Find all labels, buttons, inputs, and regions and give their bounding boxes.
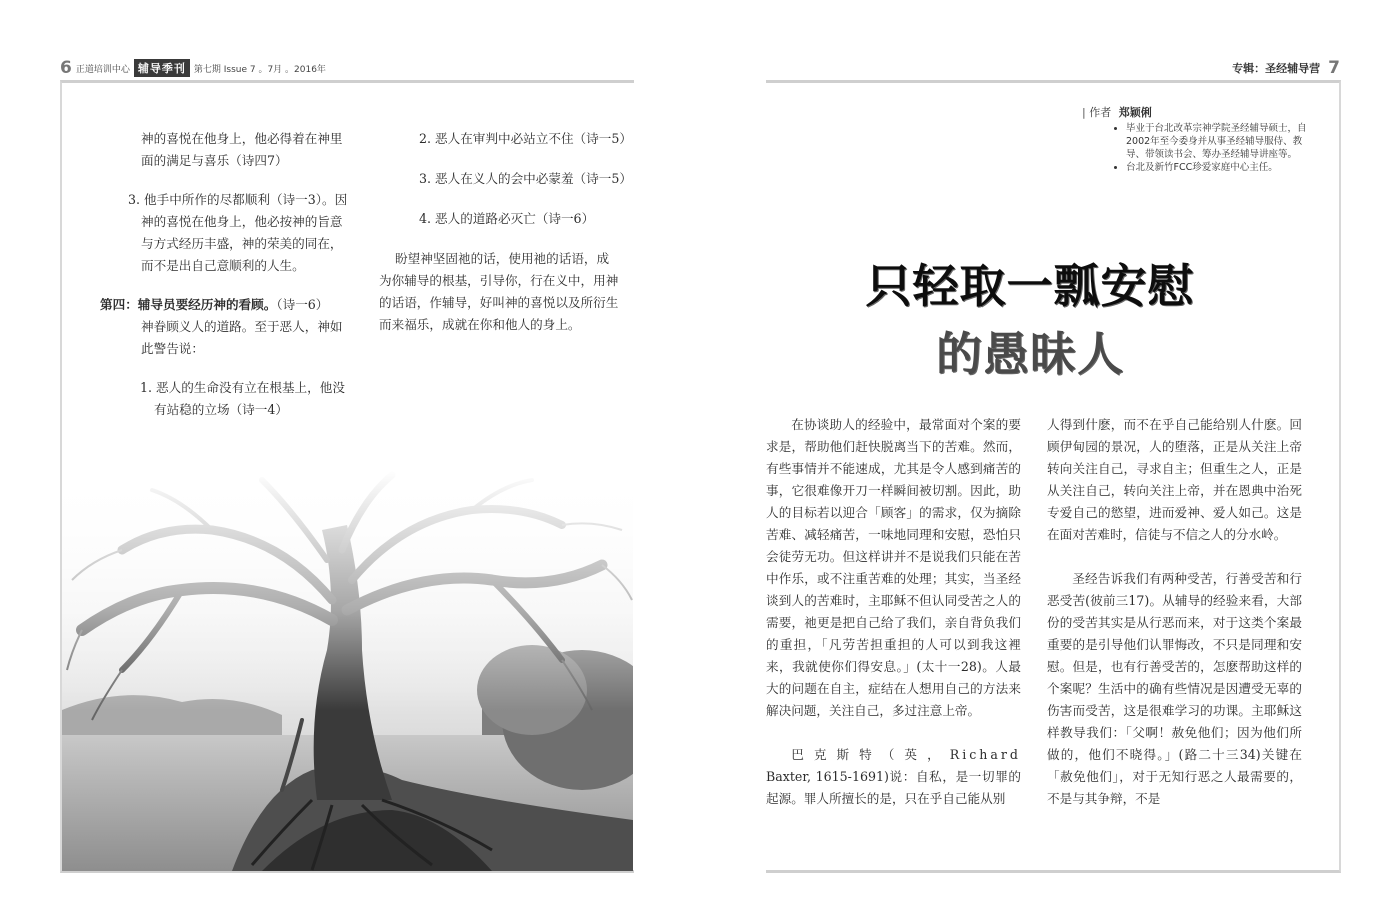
point-label: 第四： <box>100 297 138 312</box>
paragraph: 人得到什麽，而不在乎自己能给别人什麽。回顾伊甸园的景况，人的堕落，正是从关注上帝转向关注自己，寻求自主；但重生之人，正是从关注自己，转向关注上帝，并在恩典中治死专爱自己的慾望，进而爱神、爱人如己。这是在面对苦难时，信徒与不信之人的分水岭。 <box>1047 417 1302 542</box>
list-item-2: 2. 恶人在审判中必站立不住（诗一5） <box>419 131 632 146</box>
text-line: 神的喜悦在他身上，他必得着在神里 <box>141 131 343 146</box>
issue-info: 第七期 Issue 7 。7月 。2016年 <box>193 64 326 75</box>
tree-photo <box>62 470 633 871</box>
author-label: 作者 <box>1089 106 1112 119</box>
text-line: 有站稳的立场（诗一4） <box>154 402 288 417</box>
section-title: 专辑：圣经辅导营 <box>1232 62 1321 75</box>
text-line: 为你辅导的根基，引导你，行在义中，用神 <box>379 273 619 288</box>
title-line-2: 的愚昧人 <box>936 327 1124 381</box>
left-column-1 <box>100 128 370 421</box>
article-title <box>800 250 1260 384</box>
org-name: 正道培训中心 <box>75 64 130 75</box>
list-item-3: 3. 他手中所作的尽都顺利（诗一3）。因 <box>128 192 348 207</box>
text-line: 与方式经历丰盛，神的荣美的同在， <box>141 236 343 251</box>
point-reference: （诗一6） <box>276 297 329 312</box>
author-block <box>1082 106 1307 174</box>
right-column-2 <box>1047 414 1302 810</box>
left-page-header <box>60 58 326 78</box>
text-line: 而来福乐，成就在你和他人的身上。 <box>379 317 581 332</box>
point-bold-text: 辅导员要经历神的看顾。 <box>137 297 277 312</box>
paragraph-start: 巴克斯特（英，Richard <box>791 747 1021 762</box>
page-number-right: 7 <box>1328 58 1340 78</box>
right-column-1 <box>766 414 1021 810</box>
text-line: 此警告说： <box>141 341 204 356</box>
list-item-1: 1. 恶人的生命没有立在根基上，他没 <box>140 380 345 395</box>
magazine-title: 辅导季刊 <box>134 59 190 77</box>
right-page-header <box>1180 58 1340 78</box>
author-bio-item: • 台北及新竹FCC珍爱家庭中心主任。 <box>1126 161 1307 174</box>
paragraph: 在协谈助人的经验中，最常面对个案的要求是，帮助他们赶快脱离当下的苦难。然而，有些事情并不能速成，尤其是令人感到痛苦的事，它很难像开刀一样瞬间被切割。因此，助人的目标若以迎合「顾客」的需求，仅为摘除苦难、减轻痛苦，一味地同理和安慰，恐怕只会徒劳无功。但这样讲并不是说我们只能在苦中作乐，或不注重苦难的处理；其实，当圣经谈到人的苦难时，主耶稣不但认同受苦之人的需要，祂更是把自己给了我们，亲自背负我们的重担，「凡劳苦担重担的人可以到我这裡来，我就使你们得安息。」(太十一28)。人最大的问题在自主，症结在人想用自己的方法来解决问题，关注自己，多过注意上帝。 <box>766 417 1021 718</box>
list-item-4: 4. 恶人的道路必灭亡（诗一6） <box>419 211 595 226</box>
author-divider: | <box>1082 106 1086 119</box>
text-line: 面的满足与喜乐（诗四7） <box>141 153 288 168</box>
page-number-left: 6 <box>60 58 72 78</box>
author-line <box>1082 106 1307 119</box>
author-name: 郑颖俐 <box>1118 106 1152 119</box>
title-line-1: 只轻取一瓢安慰 <box>865 259 1195 313</box>
text-line: 神的喜悦在他身上，他必按神的旨意 <box>141 214 343 229</box>
paragraph-continued: Baxter, 1615-1691)说：自私，是一切罪的起源。罪人所擅长的是，只在乎自己能从别 <box>766 769 1021 806</box>
author-bio-list <box>1112 122 1307 174</box>
text-line: 盼望神坚固祂的话，使用祂的话语，成 <box>395 251 610 266</box>
paragraph: 圣经告诉我们有两种受苦，行善受苦和行恶受苦(彼前三17)。从辅导的经验来看，大部份的受苦其实是从行恶而来，对于这类个案最重要的是引导他们认罪悔改，不只是同理和安慰。但是，也有行善受苦的，怎麽帮助这样的个案呢？生活中的确有些情况是因遭受无辜的伤害而受苦，这是很难学习的功课。主耶稣这样教导我们：「父啊！赦免他们；因为他们所做的，他们不晓得。」(路二十三34)关键在「赦免他们」，对于无知行恶之人最需要的，不是与其争辩，不是 <box>1047 571 1302 806</box>
point-four-heading <box>100 294 370 316</box>
author-bio-item: • 毕业于台北改革宗神学院圣经辅导硕士，自2002年至今委身并从事圣经辅导服侍、教导、带领读书会、筹办圣经辅导讲座等。 <box>1126 122 1307 161</box>
tree-lake-image <box>62 470 633 871</box>
text-line: 而不是出自己意顺利的人生。 <box>141 258 305 273</box>
text-line: 的话语，作辅导，好叫神的喜悦以及所衍生 <box>379 295 619 310</box>
list-item-3b: 3. 恶人在义人的会中必蒙羞（诗一5） <box>419 171 632 186</box>
left-column-2 <box>379 128 635 336</box>
text-line: 神眷顾义人的道路。至于恶人，神如 <box>141 319 343 334</box>
